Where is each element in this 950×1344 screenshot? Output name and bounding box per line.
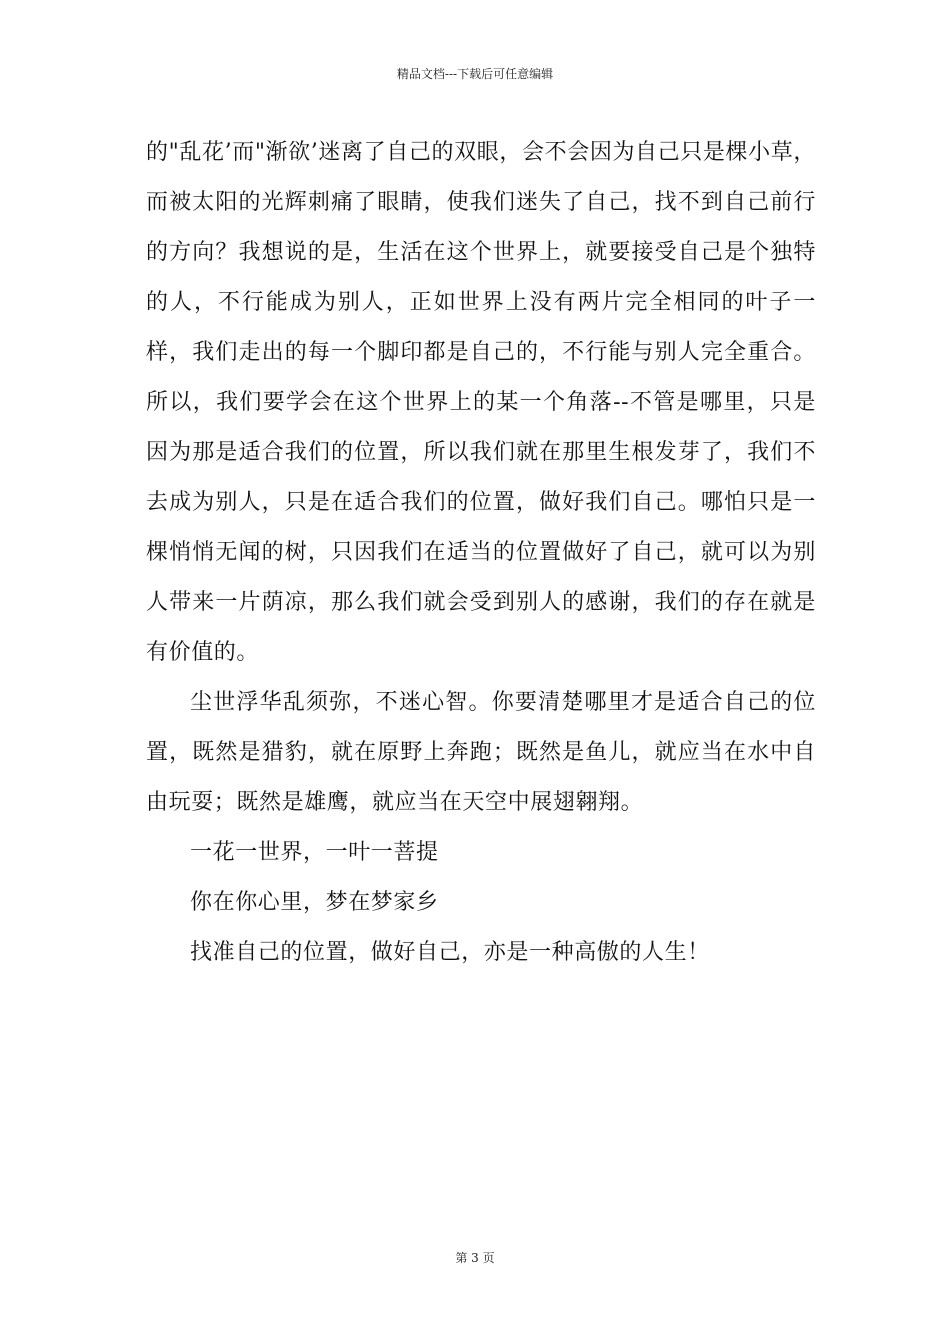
body-paragraph: 的"乱花’而"渐欲’迷离了自己的双眼，会不会因为自己只是棵小草，而被太阳的光辉刺痛了眼睛，使我们迷失了自己，找不到自己前行的方向？我想说的是，生活在这个世界上，就要接受自己是个独特的人，不行能成为别人，正如世界上没有两片完全相同的叶子一样，我们走出的每一个脚印都是自己的，不行能与别人完全重合。所以，我们要学会在这个世界上的某一个角落--不管是哪里，只是因为那是适合我们的位置，所以我们就在那里生根发芽了，我们不去成为别人，只是在适合我们的位置，做好我们自己。哪怕只是一棵悄悄无闻的树，只因我们在适当的位置做好了自己，就可以为别人带来一片荫凉，那么我们就会受到别人的感谢，我们的存在就是有价值的。 [146, 140, 816, 665]
verse-line: 一花一世界，一叶一菩提 [190, 840, 439, 865]
body-paragraph: 尘世浮华乱须弥，不迷心智。你要清楚哪里才是适合自己的位置，既然是猎豹，就在原野上奔跑；既然是鱼儿，就应当在水中自由玩耍；既然是雄鹰，就应当在天空中展翅翱翔。 [146, 690, 816, 815]
verse-line: 你在你心里，梦在梦家乡 [190, 890, 439, 915]
document-body [146, 128, 816, 978]
page-header: 精品文档---下载后可任意编辑 [396, 67, 554, 81]
page-number: 第 3 页 [455, 1251, 495, 1265]
verse-line: 找准自己的位置，做好自己，亦是一种高傲的人生！ [190, 940, 710, 965]
